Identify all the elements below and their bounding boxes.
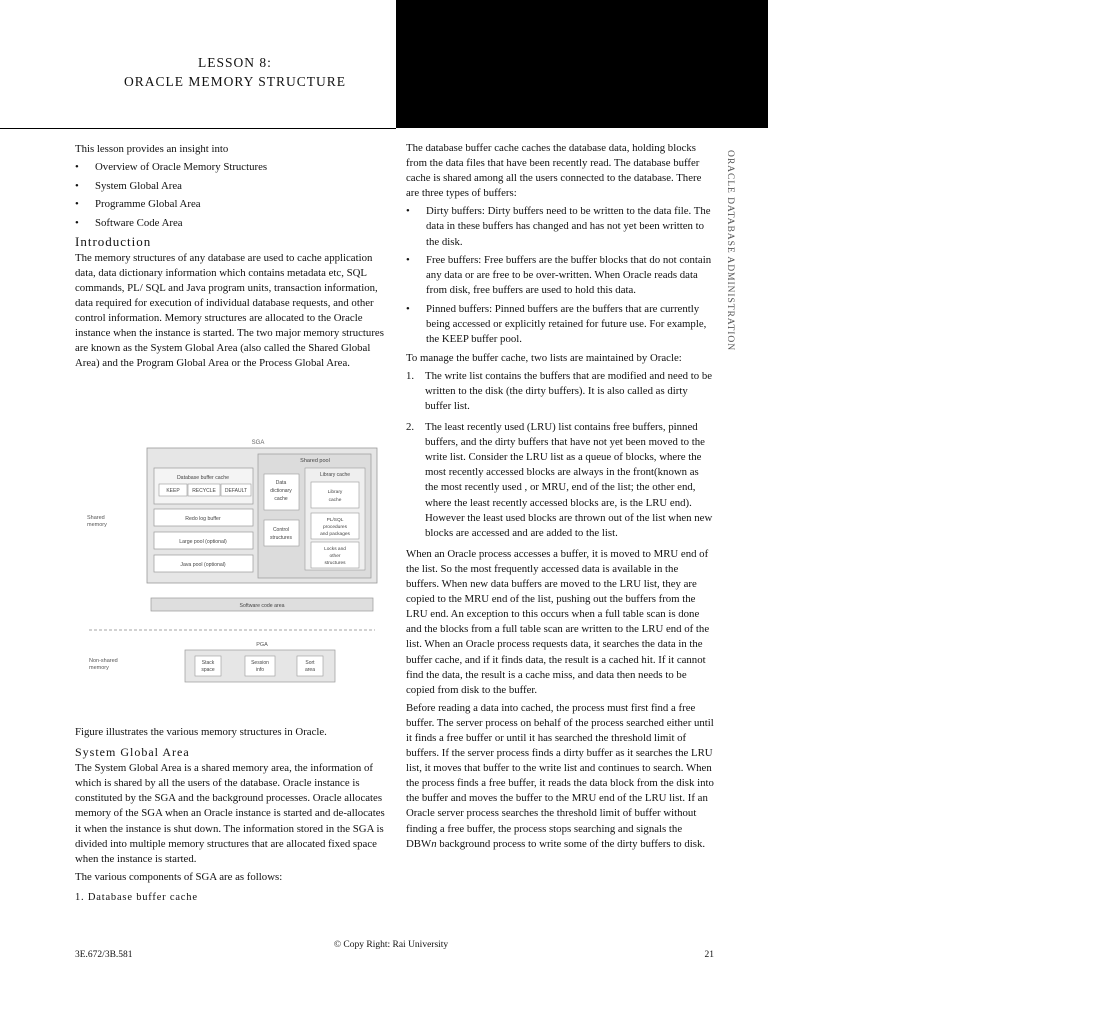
control-structures-box: [264, 520, 299, 546]
mru-paragraph: When an Oracle process accesses a buffer, it is moved to MRU end of the list. So the most frequently accessed data is available in the buffers. When new data buffers are moved to the LRU list, they are copied to the MRU end of the list, pushing out the buffers from the LRU end. An exception to this occurs when a full table scan is done and the blocks from a full table scan are written to the LRU end of the list. When an Oracle process requests data, it searches the data in the buffer cache, and if it finds data, the result is a cached hit. If it cannot find the data, the result is a cache miss, and data then needs to be copied from disk to the buffer.: [406, 547, 710, 696]
plsql-l3: and packages: [320, 532, 350, 537]
lesson-number: LESSON 8:: [198, 55, 272, 70]
free-buffer-text-end: background process to write some of the dirty buffers to disk.: [436, 837, 706, 850]
shared-memory-l2: memory: [87, 522, 107, 528]
plsql-l1: PL/SQL: [326, 518, 344, 523]
free-buffer-text: Before reading a data into cached, the process must first find a free buffer. The server process on behalf of the process searched either until it finds a free buffer or until it has searched the threshold limit of buffers. If the server process finds a dirty buffer as it searches the LRU list, it moves that buffer to the write list and continues to search. When the process finds a free buffer, it reads the data block from the disk into the buffer and moves the buffer to the MRU end of the LRU list. If an Oracle server process searches the threshold limit of buffer without finding a free buffer, the process stops searching and signals the DBW: [406, 701, 714, 850]
intro-text: This lesson provides an insight into: [75, 143, 229, 155]
list-item: [406, 420, 714, 541]
buffer-lists: [406, 369, 714, 541]
plsql-l2: procedures: [323, 525, 347, 530]
figure-caption: Figure illustrates the various memory structures in Oracle.: [75, 726, 327, 738]
list-item: [406, 369, 714, 414]
sidebar-course-title: [722, 150, 736, 374]
buffer-type-item: • Dirty buffers: Dirty buffers need to be written to the data file. The data in these buffers has changed and has not yet been written to the disk.: [406, 204, 714, 249]
topic-item: • Programme Global Area: [75, 197, 387, 212]
lesson-title: ORACLE MEMORY STRUCTURE: [123, 74, 347, 89]
unit-label: UNIT 2: [1064, 30, 1097, 61]
memory-diagram: [75, 428, 387, 718]
session-l2: info: [255, 667, 265, 673]
sort-l2: area: [304, 667, 316, 673]
sga-label: SGA: [251, 440, 265, 446]
java-pool-label: Java pool (optional): [180, 562, 226, 568]
stack-l2: space: [201, 667, 215, 673]
topic-list: [75, 160, 387, 231]
data-dict-l2: dictionary: [270, 488, 292, 494]
list-number: 1.: [406, 369, 415, 382]
list-number: 2.: [406, 421, 415, 434]
header-rule: [0, 128, 396, 129]
buffer-type-item: • Free buffers: Free buffers are the buffer blocks that do not contain any data or are free to be over-written. When Oracle reads data from disk, free buffers are used to hold this data.: [406, 253, 714, 298]
sidebar-text: ORACLE DATABASE ADMINISTRATION: [725, 150, 736, 352]
library-cache-inner-l2: cache: [328, 498, 342, 503]
sort-l1: Sort: [305, 660, 315, 666]
data-dict-l1: Data: [275, 480, 287, 486]
introduction-paragraph: The memory structures of any database are used to cache application data, data dictionary information which contains metadata etc, SQL commands, PL/ SQL and Java program units, transaction information, data required for execution of individual database requests, and other control information. Memory structures are allocated to the Oracle instance when the instance is started. The two major memory structures are known as the System Global Area (also called the Shared Global Area) and the Program Global Area or the Process Global Area.: [75, 251, 384, 370]
control-l1: Control: [272, 527, 290, 533]
nonshared-l2: memory: [89, 665, 109, 671]
list-text: The write list contains the buffers that are modified and need to be written to the disk (the dirty buffers). It is also called as dirty buffer list.: [425, 369, 713, 412]
control-l2: structures: [270, 535, 292, 541]
software-code-label: Software code area: [239, 603, 285, 609]
buffer-type-item: • Pinned buffers: Pinned buffers are the buffers that are currently being accessed or explicitly retained for future use. For example, the KEEP buffer pool.: [406, 302, 714, 347]
locks-l3: structures: [324, 561, 346, 566]
shared-memory-l1: Shared: [87, 515, 105, 521]
locks-l1: Locks and: [324, 547, 346, 552]
sga-paragraph: The System Global Area is a shared memory area, the information of which is shared by all the users of the database. Oracle instance is constituted by the SGA and the background processes. Oracle allocates memory of the SGA when an Oracle instance is started and de-allocates it when the instance is shut down. The information stored in the SGA is divided into multiple memory structures that are allocated fixed space when the instance is started.: [75, 762, 385, 865]
db-buffer-cache-subheading: 1. Database buffer cache: [75, 891, 198, 903]
session-l1: Session: [251, 660, 269, 666]
recycle-label: RECYCLE: [192, 488, 216, 494]
memory-structure-figure: [75, 428, 387, 718]
header-black-block: [396, 0, 1097, 128]
stack-l1: Stack: [201, 660, 215, 666]
components-paragraph: The various components of SGA are as follows:: [75, 870, 283, 883]
right-column: [406, 141, 714, 855]
introduction-heading: Introduction: [75, 234, 152, 250]
topic-item: • Overview of Oracle Memory Structures: [75, 160, 387, 175]
left-column-lower: [75, 725, 387, 905]
nonshared-l1: Non-shared: [89, 658, 118, 664]
lists-intro: To manage the buffer cache, two lists are maintained by Oracle:: [406, 351, 682, 364]
redo-log-label: Redo log buffer: [185, 516, 221, 522]
data-dict-l3: cache: [274, 496, 288, 502]
large-pool-label: Large pool (optional): [179, 539, 227, 545]
default-label: DEFAULT: [224, 488, 248, 494]
topic-item: • Software Code Area: [75, 216, 387, 231]
library-cache-inner-l1: Library: [327, 490, 343, 495]
dbwn-suffix: n: [431, 837, 437, 850]
shared-pool-label: Shared pool: [300, 458, 330, 464]
sga-heading: System Global Area: [75, 745, 190, 760]
buffer-types-list: [406, 204, 714, 347]
list-text: The least recently used (LRU) list contains free buffers, pinned buffers, and the dirty buffers that have not yet been moved to the write list. Consider the LRU list as a queue of blocks, where the most recently accessed blocks are always in the front(known as the most recently used , or MRU, end of the list; the other end, where the least recently accessed blocks are, is the LRU end). However the least used blocks are thrown out of the list when new blocks are accessed and are added to the list.: [425, 421, 713, 539]
footer-copyright: © Copy Right: Rai University: [333, 940, 449, 950]
db-buffer-cache-label: Database buffer cache: [176, 475, 230, 481]
free-buffer-paragraph: [406, 701, 714, 852]
page-number: 21: [704, 950, 714, 960]
footer-code: 3E.672/3B.581: [75, 950, 133, 960]
keep-label: KEEP: [166, 488, 180, 494]
left-column: [75, 142, 387, 374]
library-cache-label: Library cache: [319, 472, 351, 478]
pga-label: PGA: [256, 642, 268, 648]
buffer-cache-paragraph: The database buffer cache caches the database data, holding blocks from the data files that have been recently read. The database buffer cache is shared among all the users connected to the database. There are three types of buffers:: [406, 142, 702, 200]
topic-item: • System Global Area: [75, 179, 387, 194]
locks-l2: other: [329, 554, 341, 559]
